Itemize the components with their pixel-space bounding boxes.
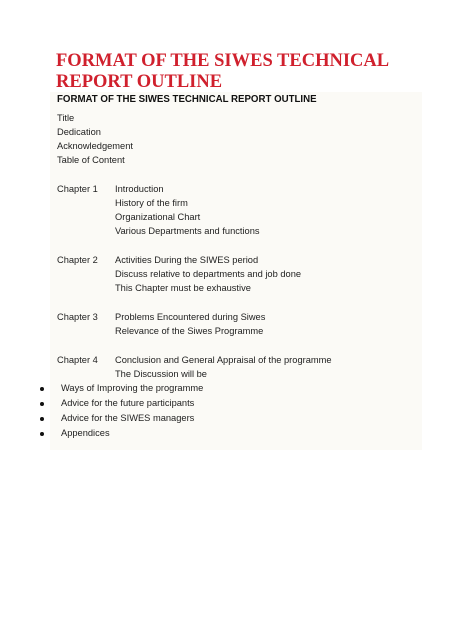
bullet-item: Ways of Improving the programme bbox=[61, 383, 204, 393]
chapter-1-label: Chapter 1 bbox=[57, 184, 98, 194]
bullet-icon bbox=[40, 432, 44, 436]
chapter-4-item: Conclusion and General Appraisal of the programme bbox=[115, 355, 332, 365]
chapter-2-item: This Chapter must be exhaustive bbox=[115, 283, 251, 293]
bullet-item: Appendices bbox=[61, 428, 110, 438]
chapter-1-item: Various Departments and functions bbox=[115, 226, 260, 236]
bullet-icon bbox=[40, 402, 44, 406]
chapter-3-item: Problems Encountered during Siwes bbox=[115, 312, 266, 322]
bullet-icon bbox=[40, 417, 44, 421]
chapter-2-item: Activities During the SIWES period bbox=[115, 255, 259, 265]
chapter-3-item: Relevance of the Siwes Programme bbox=[115, 326, 264, 336]
front-matter-title: Title bbox=[57, 113, 75, 123]
chapter-1-item: Introduction bbox=[115, 184, 164, 194]
bullet-icon bbox=[40, 387, 44, 391]
bullet-item: Advice for the future participants bbox=[61, 398, 195, 408]
bullet-item: Advice for the SIWES managers bbox=[61, 413, 195, 423]
chapter-4-label: Chapter 4 bbox=[57, 355, 98, 365]
front-matter-acknowledgement: Acknowledgement bbox=[57, 141, 133, 151]
chapter-1-item: Organizational Chart bbox=[115, 212, 201, 222]
chapter-3-label: Chapter 3 bbox=[57, 312, 98, 322]
outline-subtitle: FORMAT OF THE SIWES TECHNICAL REPORT OUTLINE bbox=[57, 94, 317, 105]
chapter-2-label: Chapter 2 bbox=[57, 255, 98, 265]
chapter-4-item: The Discussion will be bbox=[115, 369, 207, 379]
chapter-2-item: Discuss relative to departments and job done bbox=[115, 269, 302, 279]
front-matter-table-of-content: Table of Content bbox=[57, 155, 125, 165]
front-matter-dedication: Dedication bbox=[57, 127, 101, 137]
chapter-1-item: History of the firm bbox=[115, 198, 188, 208]
document-heading: FORMAT OF THE SIWES TECHNICAL REPORT OUTLINE bbox=[56, 51, 389, 92]
